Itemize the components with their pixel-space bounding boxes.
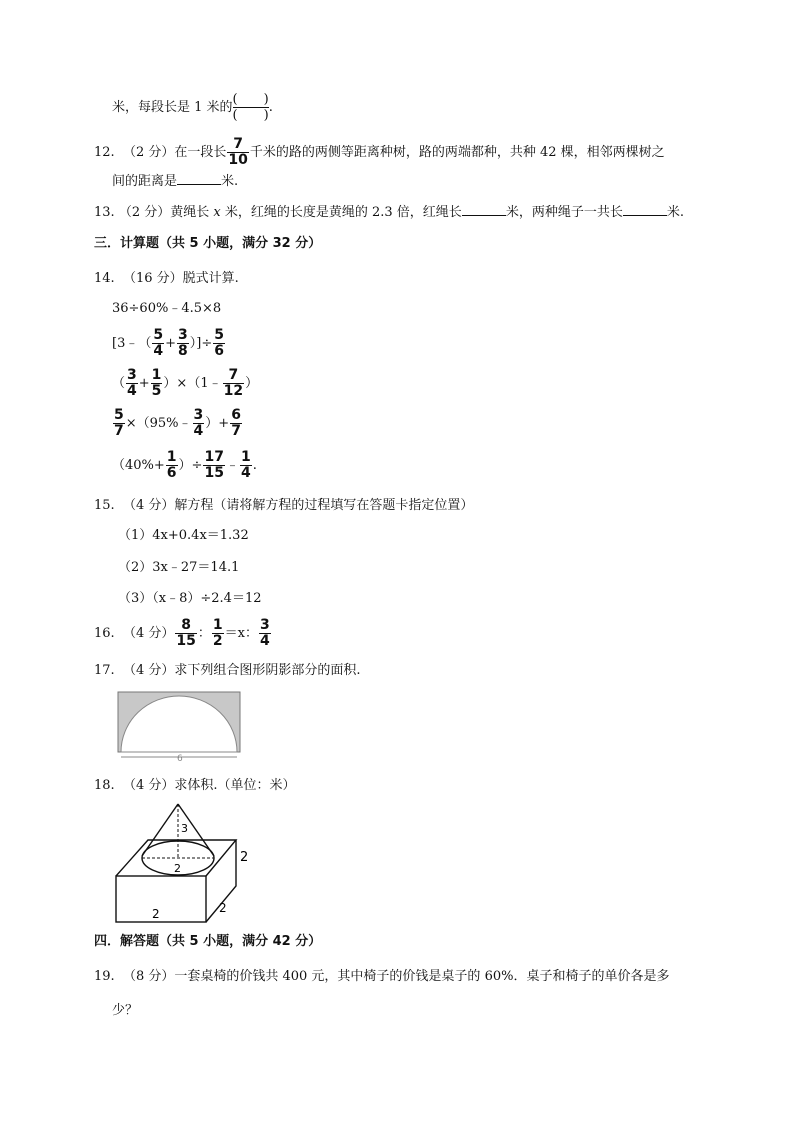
q13-text-d: 米. xyxy=(666,205,684,220)
q12-line1 xyxy=(94,137,665,168)
e2-frac-3 xyxy=(213,328,225,359)
q19-number: 19. xyxy=(94,969,115,984)
e4-f1d: 7 xyxy=(114,423,124,439)
q17-dimension-label: 6 xyxy=(177,754,183,763)
e2-f2n: 3 xyxy=(178,327,188,343)
q12-fraction xyxy=(227,137,248,168)
q11-blank-fraction xyxy=(233,92,269,123)
q18-box-front xyxy=(116,876,206,922)
q15-p3-label: （3） xyxy=(118,591,153,606)
e2-b: ）]÷ xyxy=(189,336,213,351)
q18-cone-side-left xyxy=(142,804,178,856)
q16-frac-1 xyxy=(175,618,196,649)
e3-f1n: 3 xyxy=(127,367,137,383)
q13-line xyxy=(94,203,684,222)
q15-text: （4 分）解方程（请将解方程的过程填写在答题卡指定位置） xyxy=(122,498,474,513)
q16-mid: ＝x： xyxy=(224,626,258,641)
e5-frac-2 xyxy=(203,450,224,481)
q14-header xyxy=(94,270,239,288)
q12-frac-num: 7 xyxy=(233,136,243,152)
q13-text-b: 米，红绳的长度是黄绳的 2.3 倍，红绳长 xyxy=(224,205,462,220)
q17-number: 17. xyxy=(94,663,115,678)
q17-shaded-figure xyxy=(117,691,241,763)
q12-number: 12. xyxy=(94,145,115,160)
e2-f3n: 5 xyxy=(214,327,224,343)
q15-p2-expr: 3x﹣27＝14.1 xyxy=(152,560,240,575)
q16-f3n: 3 xyxy=(259,617,270,633)
section-4-title: 四．解答题（共 5 小题，满分 42 分） xyxy=(94,934,322,949)
q16-f2d: 2 xyxy=(212,633,223,649)
e2-frac-2 xyxy=(177,328,189,359)
q11-end: . xyxy=(268,100,273,115)
q19-text-1: （8 分）一套桌椅的价钱共 400 元，其中椅子的价钱是桌子的 60%．桌子和椅子的单价各是多 xyxy=(122,969,670,984)
q13-text-a: （2 分）黄绳长 xyxy=(118,205,210,220)
e2-plus: + xyxy=(165,336,176,351)
q16-number: 16. xyxy=(94,626,115,641)
e3-b: ）×（1﹣ xyxy=(163,376,222,391)
q13-blank-2 xyxy=(623,203,667,216)
e3-f1d: 4 xyxy=(127,383,137,399)
q19-line1 xyxy=(94,968,669,986)
q18-label-cone-height: 3 xyxy=(181,822,188,835)
q13-number: 13. xyxy=(94,205,115,220)
q18-number: 18. xyxy=(94,778,115,793)
e3-plus: + xyxy=(138,376,150,391)
q11-tail xyxy=(112,92,273,123)
e3-f3d: 12 xyxy=(223,383,244,399)
e5-f1n: 1 xyxy=(166,449,177,465)
q15-part-2 xyxy=(118,559,239,577)
e2-f3d: 6 xyxy=(214,343,224,359)
q15-part-3 xyxy=(118,590,262,608)
q14-expr-3 xyxy=(112,368,258,400)
q12-text-c: 间的距离是 xyxy=(112,174,178,189)
q14-expr-2 xyxy=(112,328,226,360)
q13-text-c: 米，两种绳子一共长 xyxy=(505,205,623,220)
q16-frac-3 xyxy=(259,618,271,649)
e4-frac-1 xyxy=(113,408,125,439)
e3-frac-2 xyxy=(151,368,163,399)
q19-line2: 少？ xyxy=(112,1003,139,1018)
e2-f1n: 5 xyxy=(153,327,164,343)
e5-a: （40%+ xyxy=(112,458,165,473)
q16-colon: ： xyxy=(197,626,211,641)
e2-a: [3﹣（ xyxy=(112,336,152,351)
q16-f1n: 8 xyxy=(181,617,191,633)
e5-f3d: 4 xyxy=(240,465,251,481)
q18-label-box-height: 2 xyxy=(240,850,249,865)
q16-f2n: 1 xyxy=(212,617,223,633)
q12-text-b: 千米的路的两侧等距离种树，路的两端都种，共种 42 棵，相邻两棵树之 xyxy=(249,145,665,160)
q14-number: 14. xyxy=(94,271,115,286)
e4-f2d: 4 xyxy=(193,423,204,439)
e2-f2d: 8 xyxy=(178,343,188,359)
q18-label-cone-diameter: 2 xyxy=(174,862,181,875)
q14-expr-1: 36÷60%﹣4.5×8 xyxy=(112,301,222,316)
e5-b: ）÷ xyxy=(178,458,203,473)
e2-frac-1 xyxy=(152,328,164,359)
e5-f3n: 1 xyxy=(240,449,251,465)
q16-score: （4 分） xyxy=(122,626,175,641)
q11-tail-text: 米，每段长是 1 米的 xyxy=(112,100,233,115)
e5-f1d: 6 xyxy=(166,465,177,481)
e3-f2d: 5 xyxy=(151,383,162,399)
q16-line xyxy=(94,617,272,651)
q15-number: 15. xyxy=(94,498,115,513)
e4-f2n: 3 xyxy=(193,407,204,423)
q14-text: （16 分）脱式计算. xyxy=(122,271,239,286)
e5-d: . xyxy=(252,458,257,473)
e4-frac-2 xyxy=(193,408,205,439)
q18-label-box-width: 2 xyxy=(219,901,227,915)
q15-p1-label: （1） xyxy=(118,528,153,543)
e5-f2d: 15 xyxy=(204,465,224,481)
e5-frac-3 xyxy=(240,450,252,481)
e4-frac-3 xyxy=(230,408,242,439)
q16-f3d: 4 xyxy=(259,633,270,649)
q18-label-box-length: 2 xyxy=(152,907,160,921)
section-3-title: 三．计算题（共 5 小题，满分 32 分） xyxy=(94,236,322,251)
q12-answer-blank xyxy=(177,172,221,185)
e5-frac-1 xyxy=(166,450,178,481)
q16-frac-2 xyxy=(212,618,224,649)
q13-blank-1 xyxy=(462,203,506,216)
q18-solid-figure xyxy=(112,800,262,926)
e4-a: ×（95%﹣ xyxy=(125,416,192,431)
e3-a: （ xyxy=(112,376,126,391)
e3-f3n: 7 xyxy=(228,367,239,383)
q13-var: x xyxy=(213,205,221,220)
q15-p2-label: （2） xyxy=(118,560,153,575)
e4-f3d: 7 xyxy=(231,423,241,439)
e4-f3n: 6 xyxy=(231,407,241,423)
q12-line2 xyxy=(112,172,238,191)
q18-header xyxy=(94,777,296,795)
q15-part-1 xyxy=(118,527,249,545)
q15-p1-expr: 4x+0.4x＝1.32 xyxy=(152,528,249,543)
q11-blank-den: ( ) xyxy=(232,108,269,123)
e3-f2n: 1 xyxy=(151,367,162,383)
q17-header xyxy=(94,662,361,680)
e3-frac-1 xyxy=(126,368,138,399)
q12-frac-den: 10 xyxy=(228,152,248,168)
e2-f1d: 4 xyxy=(153,343,164,359)
q14-expr-5 xyxy=(112,450,257,482)
q12-text-d: 米. xyxy=(221,174,239,189)
q15-header xyxy=(94,497,473,515)
e3-frac-3 xyxy=(223,368,244,399)
q17-text: （4 分）求下列组合图形阴影部分的面积. xyxy=(122,663,361,678)
q11-blank-num: ( ) xyxy=(232,92,269,107)
q16-f1d: 15 xyxy=(176,633,196,649)
q12-text-a: （2 分）在一段长 xyxy=(122,145,227,160)
q18-text: （4 分）求体积.（单位：米） xyxy=(122,778,296,793)
e3-c: ） xyxy=(245,376,259,391)
e5-c: ﹣ xyxy=(225,458,239,473)
e4-f1n: 5 xyxy=(114,407,124,423)
q14-expr-4 xyxy=(112,408,243,440)
q15-p3-expr: （x﹣8）÷2.4＝12 xyxy=(152,591,262,606)
e5-f2n: 17 xyxy=(204,449,224,465)
e4-b: ）+ xyxy=(205,416,230,431)
